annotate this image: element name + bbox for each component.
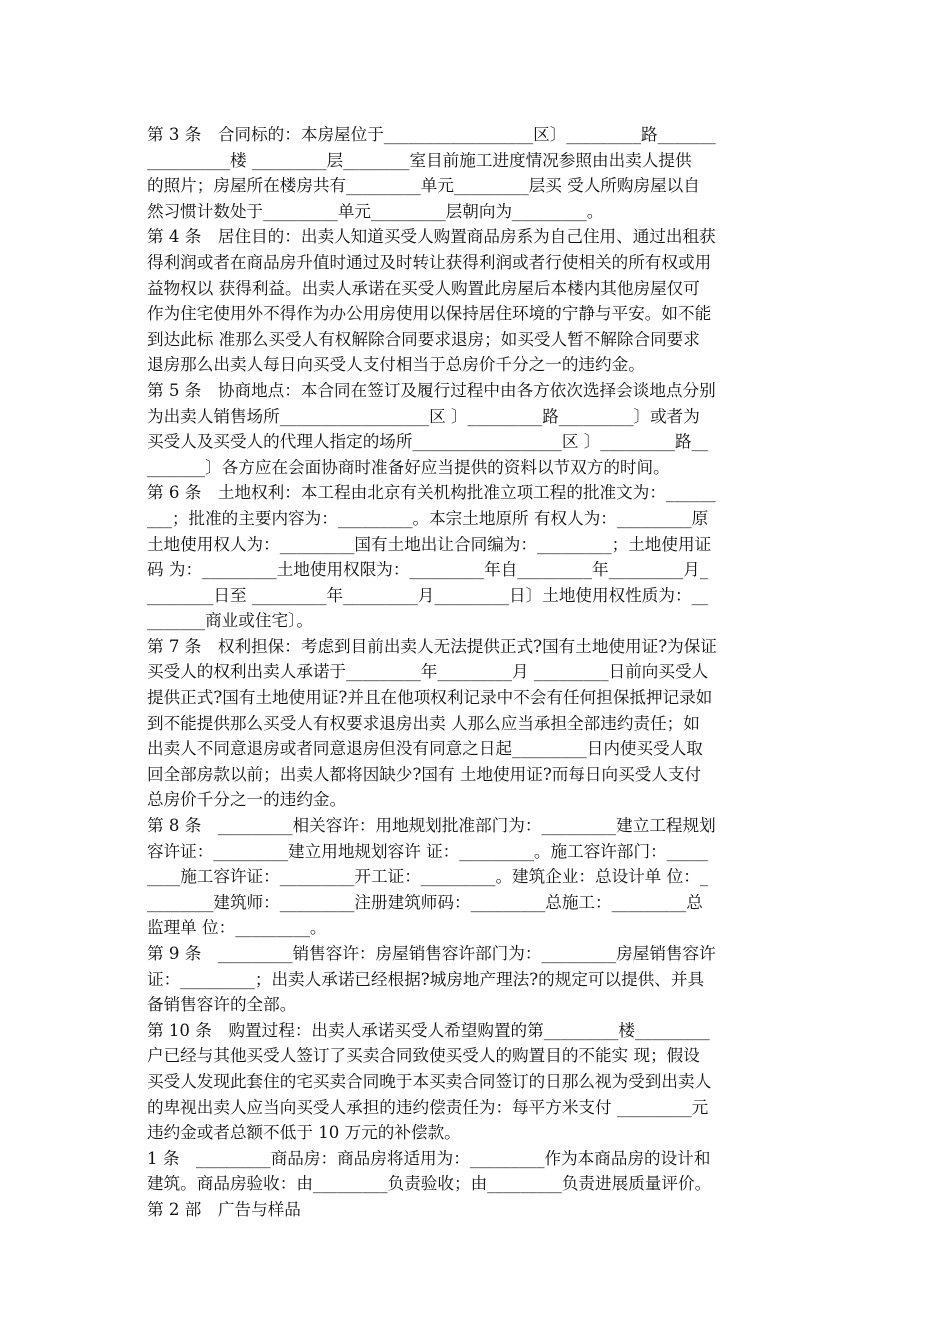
text-line: 到不能提供那么买受人有权要求退房出卖 人那么应当承担全部违约责任；如 xyxy=(147,713,700,733)
text-line: 备销售容许的全部。 xyxy=(147,995,297,1015)
text-line: ___；批准的主要内容为：_________。本宗土地原所 有权人为：_________原 xyxy=(147,508,709,528)
text-line: 土地使用权人为：_________国有土地出让合同编为：_________；土地使用证 xyxy=(147,534,712,554)
text-line: 出卖人不同意退房或者同意退房但没有同意之日起_________日内使买受人取 xyxy=(147,739,703,759)
text-line: 第 10 条 购置过程：出卖人承诺买受人希望购置的第_________楼_________ xyxy=(147,1020,710,1040)
text-line: 的照片；房屋所在楼房共有_________单元_________层买 受人所购房屋以自 xyxy=(147,176,700,196)
text-line: 第 5 条 协商地点：本合同在签订及履行过程中由各方依次选择会谈地点分别 xyxy=(147,380,716,400)
text-line: 买受人发现此套住的宅买卖合同晚于本买卖合同签订的日那么视为受到出卖人 xyxy=(147,1071,712,1091)
text-line: _______商业或住宅〕。 xyxy=(147,611,313,631)
text-line: 作为住宅使用外不得作为办公用房使用以保持居住环境的宁静与平安。如不能 xyxy=(147,304,712,324)
text-line: 第 4 条 居住目的：出卖人知道买受人购置商品房系为自己住用、通过出租获 xyxy=(147,227,716,247)
text-line: 总房价千分之一的违约金。 xyxy=(147,790,347,810)
text-line: 第 8 条 _________相关容许：用地规划批准部门为：_________建立工程规划 xyxy=(147,816,716,836)
text-line: 提供正式?国有土地使用证?并且在他项权利记录中不会有任何担保抵押记录如 xyxy=(147,688,713,708)
text-line: _______〕各方应在会面协商时准备好应当提供的资料以节双方的时间。 xyxy=(147,457,670,477)
text-line: 户已经与其他买受人签订了买卖合同致使买受人的购置目的不能实 现；假设 xyxy=(147,1046,700,1066)
text-line: 益物权以 获得利益。出卖人承诺在买受人购置此房屋后本楼内其他房屋仅可 xyxy=(147,278,700,298)
text-line: 回全部房款以前；出卖人都将因缺少?国有 土地使用证?而每日向买受人支付 xyxy=(147,764,702,784)
text-line: 买受人及买受人的代理人指定的场所__________________区 〕_________路__ xyxy=(147,432,709,452)
text-line: 1 条 _________商品房：商品房将适用为：_________作为本商品房的设计和 xyxy=(147,1148,711,1168)
text-line: 买受人的权利出卖人承诺于_________年_________月 _________日前向买受人 xyxy=(147,662,709,682)
text-line: ____施工容许证：_________开工证：_________。建筑企业：总设计单 位：_ xyxy=(147,867,709,887)
text-line: 码 为：_________土地使用权限为：_________年自_________年_________月_ xyxy=(147,560,709,580)
text-line: 证：_________；出卖人承诺已经根据?城房地产理法?的规定可以提供、并具 xyxy=(147,969,705,989)
text-line: 的卑视出卖人应当向买受人承担的违约偿责任为：每平方米支付 _________元 xyxy=(147,1097,709,1117)
text-line: 第 9 条 _________销售容许：房屋销售容许部门为：_________房屋销售容许 xyxy=(147,944,716,963)
text-line: 第 2 部 广告与样品 xyxy=(147,1199,301,1219)
text-line: 退房那么出卖人每日向买受人支付相当于总房价千分之一的违约金。 xyxy=(147,355,645,375)
text-line: 容许证：_________建立用地规划容许 证：_________。施工容许部门：_____ xyxy=(147,841,709,861)
text-line: 建筑。商品房验收：由_________负责验收；由_________负责进展质量评价。 xyxy=(147,1174,712,1194)
text-line: 违约金或者总额不低于 10 万元的补偿款。 xyxy=(147,1123,461,1143)
text-line: 得利润或者在商品房升值时通过及时转让获得利润或者行使相关的所有权或用 xyxy=(147,252,712,272)
text-line: 然习惯计数处于_________单元_________层朝向为_________。 xyxy=(147,201,604,221)
text-line: 第 3 条 合同标的：本房屋位于__________________区〕_________路_______ xyxy=(147,125,716,144)
document-body xyxy=(147,122,807,1223)
text-line: 第 7 条 权利担保：考虑到目前出卖人无法提供正式?国有土地使用证?为保证 xyxy=(147,636,717,656)
text-line: ________日至 _________年_________月_________日〕土地使用权性质为：__ xyxy=(147,585,709,605)
text-line: 到达此标 准那么买受人有权解除合同要求退房；如买受人暂不解除合同要求 xyxy=(147,329,700,349)
text-line: __________楼 _________层________室目前施工进度情况参照由出卖人提供 xyxy=(147,150,692,170)
text-line: 为出卖人销售场所__________________区 〕_________路_________〕或者为 xyxy=(147,406,700,426)
text-line: 第 6 条 土地权利：本工程由北京有关机构批准立项工程的批准文为：______ xyxy=(147,483,716,503)
text-line: 监理单 位：_________。 xyxy=(147,918,327,938)
text-line: ________建筑师：_________注册建筑师码：_________总施工：_________总 xyxy=(147,892,703,912)
